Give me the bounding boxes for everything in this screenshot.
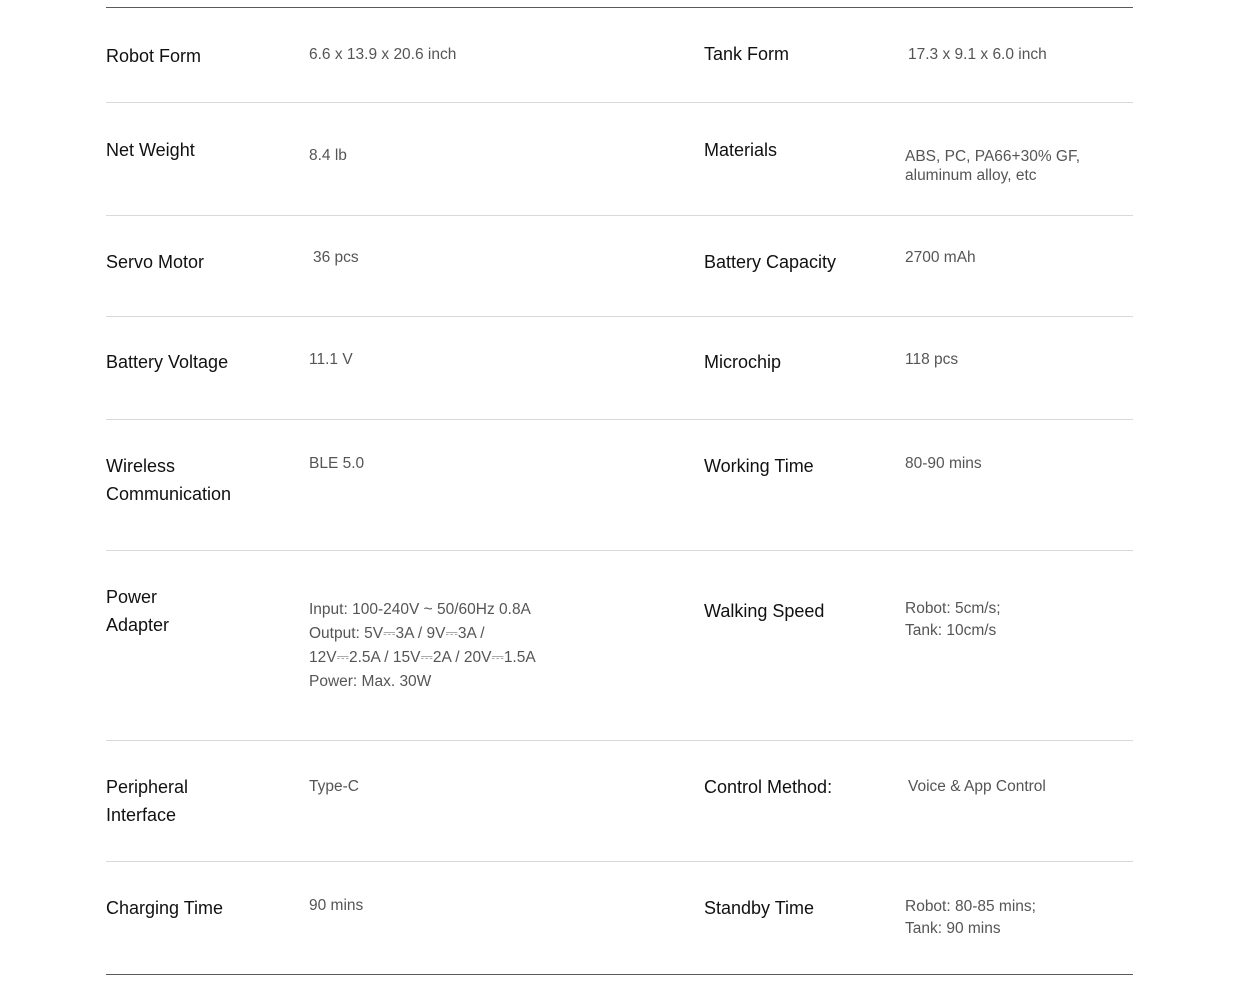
spec-row-3 [106,216,1133,317]
tank-form-value: 17.3 x 9.1 x 6.0 inch [908,46,1047,63]
microchip-label: Microchip [704,352,782,372]
tank-form-label: Tank Form [704,44,790,64]
robot-form-label: Robot Form [106,46,202,66]
working-time-label: Working Time [704,456,814,476]
peripheral-interface-value: Type-C [309,778,359,795]
power-adapter-label: Power Adapter [106,587,170,635]
servo-motor-label: Servo Motor [106,252,205,272]
spec-row-2 [106,103,1133,216]
power-adapter-value: Input: 100-240V ~ 50/60Hz 0.8A Output: 5V⎓3A / 9V⎓3A / 12V⎓2.5A / 15V⎓2A / 20V⎓1.5A Power: Max. 30W [309,601,536,690]
net-weight-value: 8.4 lb [309,147,347,164]
control-method-value: Voice & App Control [908,778,1046,795]
walking-speed-label: Walking Speed [704,601,825,621]
battery-voltage-value: 11.1 V [309,351,353,368]
wireless-communication-label: Wireless Communication [106,456,232,504]
control-method-label: Control Method: [704,777,833,797]
spec-row-4 [106,317,1133,420]
working-time-value: 80-90 mins [905,455,982,472]
walking-speed-value: Robot: 5cm/s; Tank: 10cm/s [905,600,1001,639]
table-bottom-rule [106,974,1133,975]
spec-table [106,0,1133,983]
net-weight-label: Net Weight [106,140,195,160]
battery-capacity-label: Battery Capacity [704,252,837,272]
spec-row-8 [106,862,1133,974]
battery-voltage-label: Battery Voltage [106,352,229,372]
materials-label: Materials [704,140,778,160]
charging-time-label: Charging Time [106,898,224,918]
peripheral-interface-label: Peripheral Interface [106,777,189,825]
spec-row-1 [106,8,1133,103]
charging-time-value: 90 mins [309,897,364,914]
wireless-communication-value: BLE 5.0 [309,455,365,472]
materials-value: ABS, PC, PA66+30% GF, aluminum alloy, etc [905,148,1081,184]
standby-time-label: Standby Time [704,898,815,918]
spec-row-5 [106,420,1133,551]
robot-form-value: 6.6 x 13.9 x 20.6 inch [309,46,457,63]
microchip-value: 118 pcs [905,351,959,368]
battery-capacity-value: 2700 mAh [905,249,976,266]
standby-time-value: Robot: 80-85 mins; Tank: 90 mins [905,898,1036,937]
spec-row-6 [106,551,1133,741]
servo-motor-value: 36 pcs [313,249,359,266]
spec-row-7 [106,741,1133,862]
